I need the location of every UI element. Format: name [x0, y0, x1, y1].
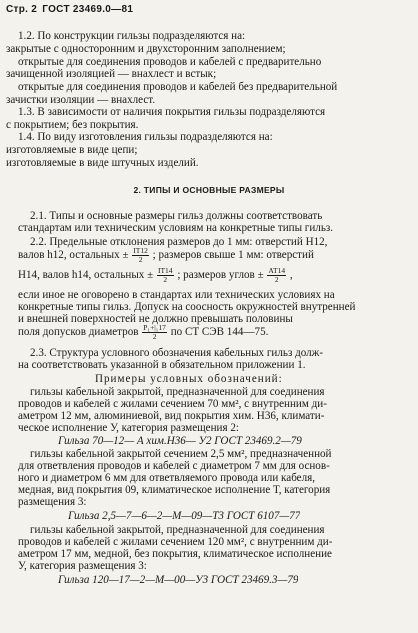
text-line: 1.3. В зависимости от наличия покрытия гильзы подразделяются [18, 106, 326, 118]
text-line: гильзы кабельной закрытой, предназначенной для соединения [30, 524, 325, 536]
text-fragment: валов h12, остальных [18, 249, 120, 261]
standard-number: ГОСТ 23469.0—81 [42, 4, 134, 15]
fraction-numerator: IT12 [133, 246, 148, 255]
fraction [142, 324, 167, 341]
tolerance-line-h14: Н14, валов h14, остальных ± $\frac{IT14}{2}$ ; размеров углов ± $\frac{AT14}{2}$ , [18, 266, 293, 284]
text-fragment: ; размеров углов [177, 269, 255, 281]
text-line: изготовляемые в виде цепи; [6, 144, 138, 156]
plus-minus-icon: ± [147, 269, 154, 281]
page-header [6, 4, 133, 15]
fraction-numerator: IT14 [157, 266, 173, 275]
text-line: размещения 3: [18, 496, 87, 508]
text-line: для ответвления проводов и кабелей с диаметром 7 мм для основ- [18, 460, 330, 472]
fraction-denominator: 2 [163, 274, 168, 284]
section-heading: 2. ТИПЫ И ОСНОВНЫЕ РАЗМЕРЫ [133, 185, 285, 195]
page-number: Стр. 2 [6, 4, 38, 15]
text-line: аметром 17 мм, медной, без покрытия, климатическое исполнение [18, 548, 332, 560]
text-line: аметром 12 мм, алюминиевой, вид покрытия хим. Н36, климати- [18, 410, 325, 422]
text-line: открытые для соединения проводов и кабелей без предварительной [18, 81, 338, 93]
designation-code: Гильза 70—12— А хим.Н36— У2 ГОСТ 23469.2—79 [58, 435, 302, 447]
examples-title: Примеры условных обозначений: [95, 373, 283, 385]
fraction [132, 247, 149, 264]
fraction-numerator: AT14 [268, 266, 286, 275]
text-line: 1.4. По виду изготовления гильзы подразделяются на: [18, 131, 273, 143]
text-line: если иное не оговорено в стандартах или технических условиях на [18, 289, 335, 301]
text-line: У, категория размещения 3: [18, 560, 147, 572]
fraction [157, 267, 174, 284]
text-line: ного и диаметром 6 мм для ответвляемого провода или кабеля, [18, 472, 316, 484]
fraction-denominator: 2 [274, 274, 279, 284]
text-line: и внешней поверхностей не должно превышать половины [18, 313, 293, 325]
text-fragment: поля допусков диаметров [18, 326, 139, 338]
text-line: зачистки изоляции — внахлест. [6, 94, 156, 106]
fraction-denominator: 2 [152, 331, 157, 341]
text-fragment: по СТ СЭВ 144—75. [170, 326, 269, 338]
text-line: гильзы кабельной закрытой, предназначенной для соединения [30, 386, 325, 398]
text-line: медная, вид покрытия 09, климатическое исполнение Т, категория [18, 484, 331, 496]
tolerance-line-diameters [18, 323, 268, 341]
text-line: 2.3. Структура условного обозначения кабельных гильз долж- [30, 347, 324, 359]
text-fragment: Н14, валов h14, остальных [18, 269, 145, 281]
text-line: проводов и кабелей с жилами сечением 70 мм², с внутренним ди- [18, 398, 327, 410]
designation-code: Гильзa 120—17—2—М—00—У3 ГОСТ 23469.3—79 [58, 574, 299, 586]
text-line: закрытые с односторонним и двухсторонним заполнением; [6, 43, 286, 55]
text-line: проводов и кабелей с жилами сечением 120 мм², с внутренним ди- [18, 536, 333, 548]
text-line: 2.1. Типы и основные размеры гильз должны соответствовать [30, 210, 323, 222]
fraction-denominator: 2 [138, 254, 143, 264]
text-line: 2.2. Предельные отклонения размеров до 1 мм: отверстий Н12, [30, 236, 328, 248]
tolerance-line-h12 [18, 246, 314, 264]
text-line: конкретные типы гильз. Допуск на соосность окружностей внутренней [18, 301, 356, 313]
text-line: зачищенной изоляцией — внахлест и встык; [6, 68, 217, 80]
text-line: ческое исполнение У, категория размещения 2: [18, 422, 239, 434]
text-line: на соответствовать указанной в обязательном приложении 1. [18, 359, 306, 371]
designation-code: Гильза 2,5—7—6—2—М—09—Т3 ГОСТ 6107—77 [68, 510, 301, 522]
plus-minus-icon: ± [122, 249, 129, 261]
text-line: гильзы кабельной закрытой сечением 2,5 мм², предназначенной [30, 448, 332, 460]
text-line: 1.2. По конструкции гильзы подразделяются на: [18, 30, 246, 42]
text-line: стандартам или техническим условиям на конкретные типы гильз. [18, 222, 334, 234]
text-line: с покрытием; без покрытия. [6, 119, 139, 131]
fraction [267, 267, 286, 284]
text-line: открытые для соединения проводов и кабелей с предварительно [18, 56, 322, 68]
text-line: изготовляемые в виде штучных изделий. [6, 157, 199, 169]
plus-minus-icon: ± [257, 269, 264, 281]
fraction-numerator: P₁+|₁17 [143, 323, 166, 332]
text-fragment: ; размеров свыше 1 мм: отверстий [152, 249, 314, 261]
